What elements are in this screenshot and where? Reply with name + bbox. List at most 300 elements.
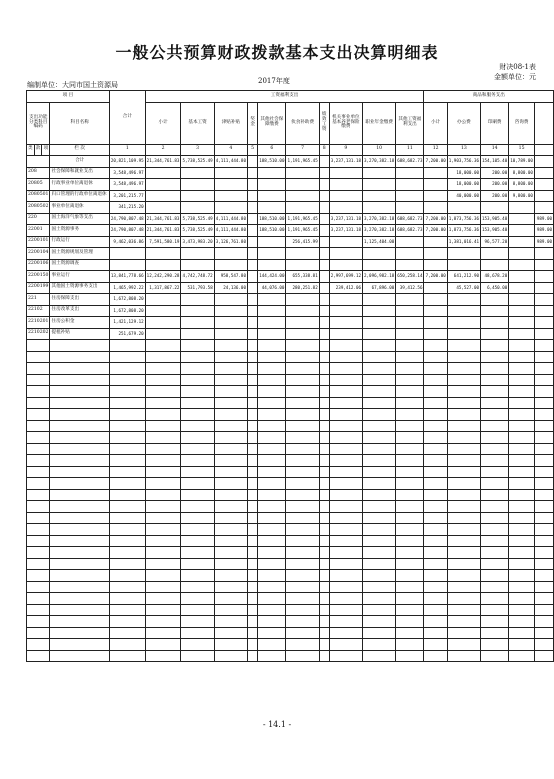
empty-cell	[509, 616, 535, 628]
empty-cell	[27, 627, 50, 639]
amount-cell	[247, 225, 257, 237]
empty-cell	[286, 351, 319, 363]
empty-cell	[109, 501, 145, 513]
empty-cell	[181, 524, 214, 536]
empty-cell	[258, 455, 286, 467]
amount-cell: 1,672,808.20	[109, 305, 145, 317]
empty-cell	[50, 340, 109, 352]
amount-cell: 1,381,016.41	[447, 236, 480, 248]
empty-row	[27, 524, 554, 536]
empty-cell	[319, 501, 329, 513]
empty-cell	[258, 512, 286, 524]
empty-cell	[109, 443, 145, 455]
amount-cell	[396, 305, 424, 317]
empty-cell	[329, 627, 362, 639]
empty-row	[27, 489, 554, 501]
empty-row	[27, 558, 554, 570]
amount-cell: 24,790,807.48	[109, 225, 145, 237]
empty-cell	[286, 386, 319, 398]
empty-cell	[50, 489, 109, 501]
empty-row	[27, 501, 554, 513]
amount-cell	[447, 294, 480, 306]
amount-cell	[329, 317, 362, 329]
empty-cell	[509, 604, 535, 616]
empty-cell	[396, 627, 424, 639]
function-code: 220	[27, 213, 50, 225]
empty-cell	[258, 478, 286, 490]
empty-cell	[447, 512, 480, 524]
empty-cell	[363, 558, 396, 570]
empty-cell	[247, 581, 257, 593]
empty-cell	[319, 363, 329, 375]
empty-cell	[181, 501, 214, 513]
empty-cell	[247, 535, 257, 547]
empty-cell	[286, 409, 319, 421]
amount-cell	[509, 213, 535, 225]
empty-cell	[247, 627, 257, 639]
amount-cell	[509, 294, 535, 306]
empty-cell	[509, 627, 535, 639]
empty-cell	[424, 351, 447, 363]
empty-cell	[145, 409, 181, 421]
empty-cell	[509, 501, 535, 513]
empty-cell	[181, 535, 214, 547]
amount-cell: 3,201,215.77	[109, 190, 145, 202]
table-row	[27, 294, 554, 306]
empty-cell	[27, 443, 50, 455]
empty-cell	[109, 386, 145, 398]
empty-cell	[145, 374, 181, 386]
amount-cell	[363, 328, 396, 340]
empty-cell	[181, 558, 214, 570]
empty-row	[27, 616, 554, 628]
empty-cell	[214, 616, 247, 628]
empty-row	[27, 593, 554, 605]
amount-cell: 188,510.00	[258, 156, 286, 168]
empty-cell	[145, 547, 181, 559]
amount-cell: 12,242,290.28	[145, 271, 181, 283]
subject-name: 住房公积金	[50, 317, 109, 329]
empty-cell	[363, 604, 396, 616]
empty-cell	[329, 639, 362, 651]
function-code: 2200150	[27, 271, 50, 283]
amount-cell: 8,800.00	[509, 167, 535, 179]
empty-cell	[509, 443, 535, 455]
empty-cell	[27, 374, 50, 386]
empty-cell	[27, 363, 50, 375]
empty-cell	[145, 627, 181, 639]
amount-cell	[534, 328, 553, 340]
table-row	[27, 190, 554, 202]
empty-cell	[181, 374, 214, 386]
empty-cell	[50, 386, 109, 398]
amount-cell	[247, 213, 257, 225]
empty-cell	[181, 340, 214, 352]
empty-cell	[109, 616, 145, 628]
empty-cell	[481, 443, 509, 455]
empty-cell	[50, 650, 109, 662]
amount-cell	[247, 282, 257, 294]
empty-cell	[50, 593, 109, 605]
empty-cell	[214, 524, 247, 536]
subject-name: 事业运行	[50, 271, 109, 283]
empty-cell	[509, 374, 535, 386]
empty-cell	[363, 639, 396, 651]
empty-cell	[286, 420, 319, 432]
empty-cell	[363, 489, 396, 501]
empty-row	[27, 547, 554, 559]
empty-cell	[534, 604, 553, 616]
empty-cell	[509, 455, 535, 467]
empty-cell	[145, 650, 181, 662]
empty-cell	[447, 466, 480, 478]
amount-cell: 9,800.00	[509, 190, 535, 202]
empty-cell	[286, 397, 319, 409]
amount-cell	[181, 328, 214, 340]
empty-cell	[447, 639, 480, 651]
amount-cell	[329, 305, 362, 317]
empty-cell	[363, 340, 396, 352]
empty-cell	[258, 604, 286, 616]
amount-cell: 24,790,807.48	[109, 213, 145, 225]
amount-cell	[247, 190, 257, 202]
amount-cell: 4,111,444.80	[214, 225, 247, 237]
amount-cell: 3,237,131.18	[329, 225, 362, 237]
amount-cell	[145, 190, 181, 202]
empty-cell	[247, 547, 257, 559]
amount-cell: 531,793.58	[181, 282, 214, 294]
empty-cell	[447, 547, 480, 559]
empty-cell	[258, 363, 286, 375]
empty-cell	[286, 616, 319, 628]
empty-cell	[363, 627, 396, 639]
amount-cell	[509, 328, 535, 340]
empty-cell	[396, 432, 424, 444]
empty-cell	[214, 455, 247, 467]
empty-cell	[396, 478, 424, 490]
table-row	[27, 259, 554, 271]
project-header: 项 目	[27, 91, 110, 103]
empty-cell	[247, 386, 257, 398]
amount-cell	[363, 248, 396, 260]
amount-cell: 7,200.00	[424, 271, 447, 283]
empty-cell	[363, 581, 396, 593]
empty-cell	[109, 374, 145, 386]
amount-cell	[247, 305, 257, 317]
empty-cell	[286, 443, 319, 455]
empty-cell	[258, 581, 286, 593]
column-number-row	[27, 144, 554, 156]
function-code: 2080501	[27, 190, 50, 202]
amount-cell	[534, 282, 553, 294]
empty-cell	[319, 351, 329, 363]
empty-cell	[258, 558, 286, 570]
empty-cell	[396, 386, 424, 398]
empty-cell	[27, 547, 50, 559]
empty-cell	[447, 489, 480, 501]
empty-cell	[27, 351, 50, 363]
amount-cell	[424, 179, 447, 191]
amount-cell	[329, 167, 362, 179]
empty-cell	[286, 512, 319, 524]
empty-cell	[319, 420, 329, 432]
amount-cell	[481, 305, 509, 317]
empty-cell	[181, 604, 214, 616]
empty-cell	[109, 650, 145, 662]
wage-group-header: 工资福利支出	[145, 91, 424, 103]
amount-cell	[247, 294, 257, 306]
empty-cell	[181, 363, 214, 375]
empty-cell	[424, 535, 447, 547]
empty-cell	[145, 351, 181, 363]
subject-name: 住房改革支出	[50, 305, 109, 317]
empty-row	[27, 570, 554, 582]
amount-cell	[481, 202, 509, 214]
empty-cell	[534, 512, 553, 524]
amount-cell	[363, 179, 396, 191]
empty-row	[27, 432, 554, 444]
empty-cell	[27, 558, 50, 570]
amount-cell	[447, 248, 480, 260]
empty-cell	[145, 432, 181, 444]
empty-cell	[27, 340, 50, 352]
amount-cell	[181, 305, 214, 317]
empty-cell	[509, 340, 535, 352]
empty-cell	[181, 386, 214, 398]
goods-subtotal-header: 小计	[424, 102, 447, 144]
subject-name: 国土海洋气象等支出	[50, 213, 109, 225]
empty-cell	[145, 581, 181, 593]
amount-cell	[258, 179, 286, 191]
empty-cell	[247, 340, 257, 352]
amount-cell: 688,682.73	[396, 156, 424, 168]
amount-cell	[319, 236, 329, 248]
amount-cell: 153,905.40	[481, 213, 509, 225]
empty-cell	[258, 639, 286, 651]
amount-cell	[258, 248, 286, 260]
empty-cell	[509, 524, 535, 536]
empty-cell	[481, 650, 509, 662]
empty-cell	[214, 340, 247, 352]
empty-cell	[247, 512, 257, 524]
amount-cell	[396, 248, 424, 260]
empty-cell	[27, 604, 50, 616]
amount-cell: 200.00	[481, 179, 509, 191]
empty-cell	[145, 593, 181, 605]
empty-cell	[363, 455, 396, 467]
empty-cell	[329, 374, 362, 386]
amount-cell: 3,126,761.80	[214, 236, 247, 248]
amount-cell: 18,000.00	[447, 179, 480, 191]
subject-name: 国土资源事务	[50, 225, 109, 237]
empty-cell	[258, 397, 286, 409]
empty-cell	[181, 420, 214, 432]
empty-cell	[534, 351, 553, 363]
empty-cell	[247, 374, 257, 386]
empty-cell	[447, 478, 480, 490]
empty-cell	[396, 581, 424, 593]
empty-cell	[286, 432, 319, 444]
amount-cell	[363, 167, 396, 179]
empty-cell	[50, 432, 109, 444]
amount-cell: 39,412.56	[396, 282, 424, 294]
amount-cell: 153,905.40	[481, 225, 509, 237]
amount-cell: 1,672,808.20	[109, 294, 145, 306]
empty-cell	[27, 570, 50, 582]
empty-cell	[258, 627, 286, 639]
amount-cell	[247, 236, 257, 248]
amount-cell: 3,270,382.18	[363, 213, 396, 225]
empty-cell	[329, 547, 362, 559]
amount-cell: 650,258.14	[396, 271, 424, 283]
amount-cell	[396, 167, 424, 179]
empty-cell	[424, 570, 447, 582]
page-title: 一般公共预算财政拨款基本支出决算明细表	[115, 43, 439, 62]
empty-cell	[534, 558, 553, 570]
empty-row	[27, 604, 554, 616]
empty-cell	[481, 616, 509, 628]
empty-cell	[27, 420, 50, 432]
empty-cell	[145, 501, 181, 513]
empty-cell	[286, 581, 319, 593]
amount-cell	[509, 202, 535, 214]
empty-cell	[481, 397, 509, 409]
empty-cell	[447, 650, 480, 662]
empty-cell	[329, 420, 362, 432]
amount-cell	[329, 328, 362, 340]
empty-cell	[363, 650, 396, 662]
empty-cell	[363, 593, 396, 605]
empty-cell	[363, 524, 396, 536]
amount-cell	[214, 179, 247, 191]
amount-cell	[145, 167, 181, 179]
empty-cell	[27, 639, 50, 651]
amount-cell	[214, 259, 247, 271]
amount-cell: 2,997,699.12	[329, 271, 362, 283]
amount-cell	[319, 282, 329, 294]
empty-cell	[319, 340, 329, 352]
empty-cell	[509, 420, 535, 432]
function-code: 208	[27, 167, 50, 179]
empty-cell	[286, 524, 319, 536]
amount-cell: 144,424.00	[258, 271, 286, 283]
subject-name: 行政事业单位离退休	[50, 179, 109, 191]
empty-cell	[214, 432, 247, 444]
empty-cell	[447, 363, 480, 375]
empty-cell	[27, 535, 50, 547]
subject-name: 其他国土资源事务支出	[50, 282, 109, 294]
empty-cell	[247, 558, 257, 570]
amount-cell	[481, 248, 509, 260]
amount-cell: 44,076.00	[258, 282, 286, 294]
amount-cell: 188,510.00	[258, 225, 286, 237]
empty-cell	[329, 650, 362, 662]
column-number: 9	[329, 144, 362, 156]
empty-cell	[363, 443, 396, 455]
total-header: 合计	[109, 91, 145, 145]
empty-cell	[396, 363, 424, 375]
empty-cell	[396, 512, 424, 524]
amount-cell	[247, 271, 257, 283]
empty-cell	[145, 466, 181, 478]
empty-cell	[481, 535, 509, 547]
amount-cell	[319, 305, 329, 317]
amount-cell	[534, 156, 553, 168]
empty-cell	[481, 639, 509, 651]
empty-row	[27, 455, 554, 467]
empty-cell	[363, 616, 396, 628]
empty-cell	[396, 489, 424, 501]
empty-cell	[319, 570, 329, 582]
empty-cell	[109, 604, 145, 616]
empty-cell	[50, 443, 109, 455]
empty-cell	[447, 340, 480, 352]
empty-cell	[214, 351, 247, 363]
amount-cell: 21,344,761.83	[145, 225, 181, 237]
empty-cell	[329, 386, 362, 398]
empty-cell	[109, 593, 145, 605]
empty-cell	[286, 639, 319, 651]
empty-cell	[145, 616, 181, 628]
empty-cell	[481, 593, 509, 605]
empty-cell	[424, 432, 447, 444]
amount-cell: 989.00	[534, 236, 553, 248]
empty-cell	[319, 409, 329, 421]
header-row-1	[27, 91, 554, 103]
empty-cell	[363, 501, 396, 513]
empty-cell	[247, 409, 257, 421]
empty-cell	[27, 432, 50, 444]
empty-cell	[109, 420, 145, 432]
empty-cell	[534, 363, 553, 375]
empty-cell	[329, 351, 362, 363]
amount-cell	[181, 190, 214, 202]
empty-cell	[50, 420, 109, 432]
amount-cell	[424, 282, 447, 294]
amount-cell	[363, 317, 396, 329]
empty-row	[27, 466, 554, 478]
empty-cell	[214, 650, 247, 662]
amount-cell	[509, 271, 535, 283]
empty-cell	[214, 501, 247, 513]
empty-cell	[145, 386, 181, 398]
empty-cell	[50, 604, 109, 616]
function-code: 2200106	[27, 259, 50, 271]
column-number: 5	[247, 144, 257, 156]
amount-cell	[286, 259, 319, 271]
amount-cell: 154,105.40	[481, 156, 509, 168]
empty-cell	[109, 466, 145, 478]
empty-cell	[447, 627, 480, 639]
amount-cell	[424, 202, 447, 214]
empty-cell	[509, 351, 535, 363]
empty-cell	[258, 386, 286, 398]
amount-cell	[286, 294, 319, 306]
empty-cell	[258, 340, 286, 352]
function-code: 2210201	[27, 317, 50, 329]
subject-name: 国土资源规划及管理	[50, 248, 109, 260]
amount-cell	[534, 202, 553, 214]
empty-cell	[329, 363, 362, 375]
empty-cell	[145, 570, 181, 582]
amount-cell	[424, 259, 447, 271]
form-code: 财决08-1表	[499, 63, 536, 71]
amount-cell	[534, 294, 553, 306]
subject-name: 事业单位离退休	[50, 202, 109, 214]
amount-cell	[534, 259, 553, 271]
bonus-header: 奖金	[247, 102, 257, 144]
empty-cell	[319, 639, 329, 651]
